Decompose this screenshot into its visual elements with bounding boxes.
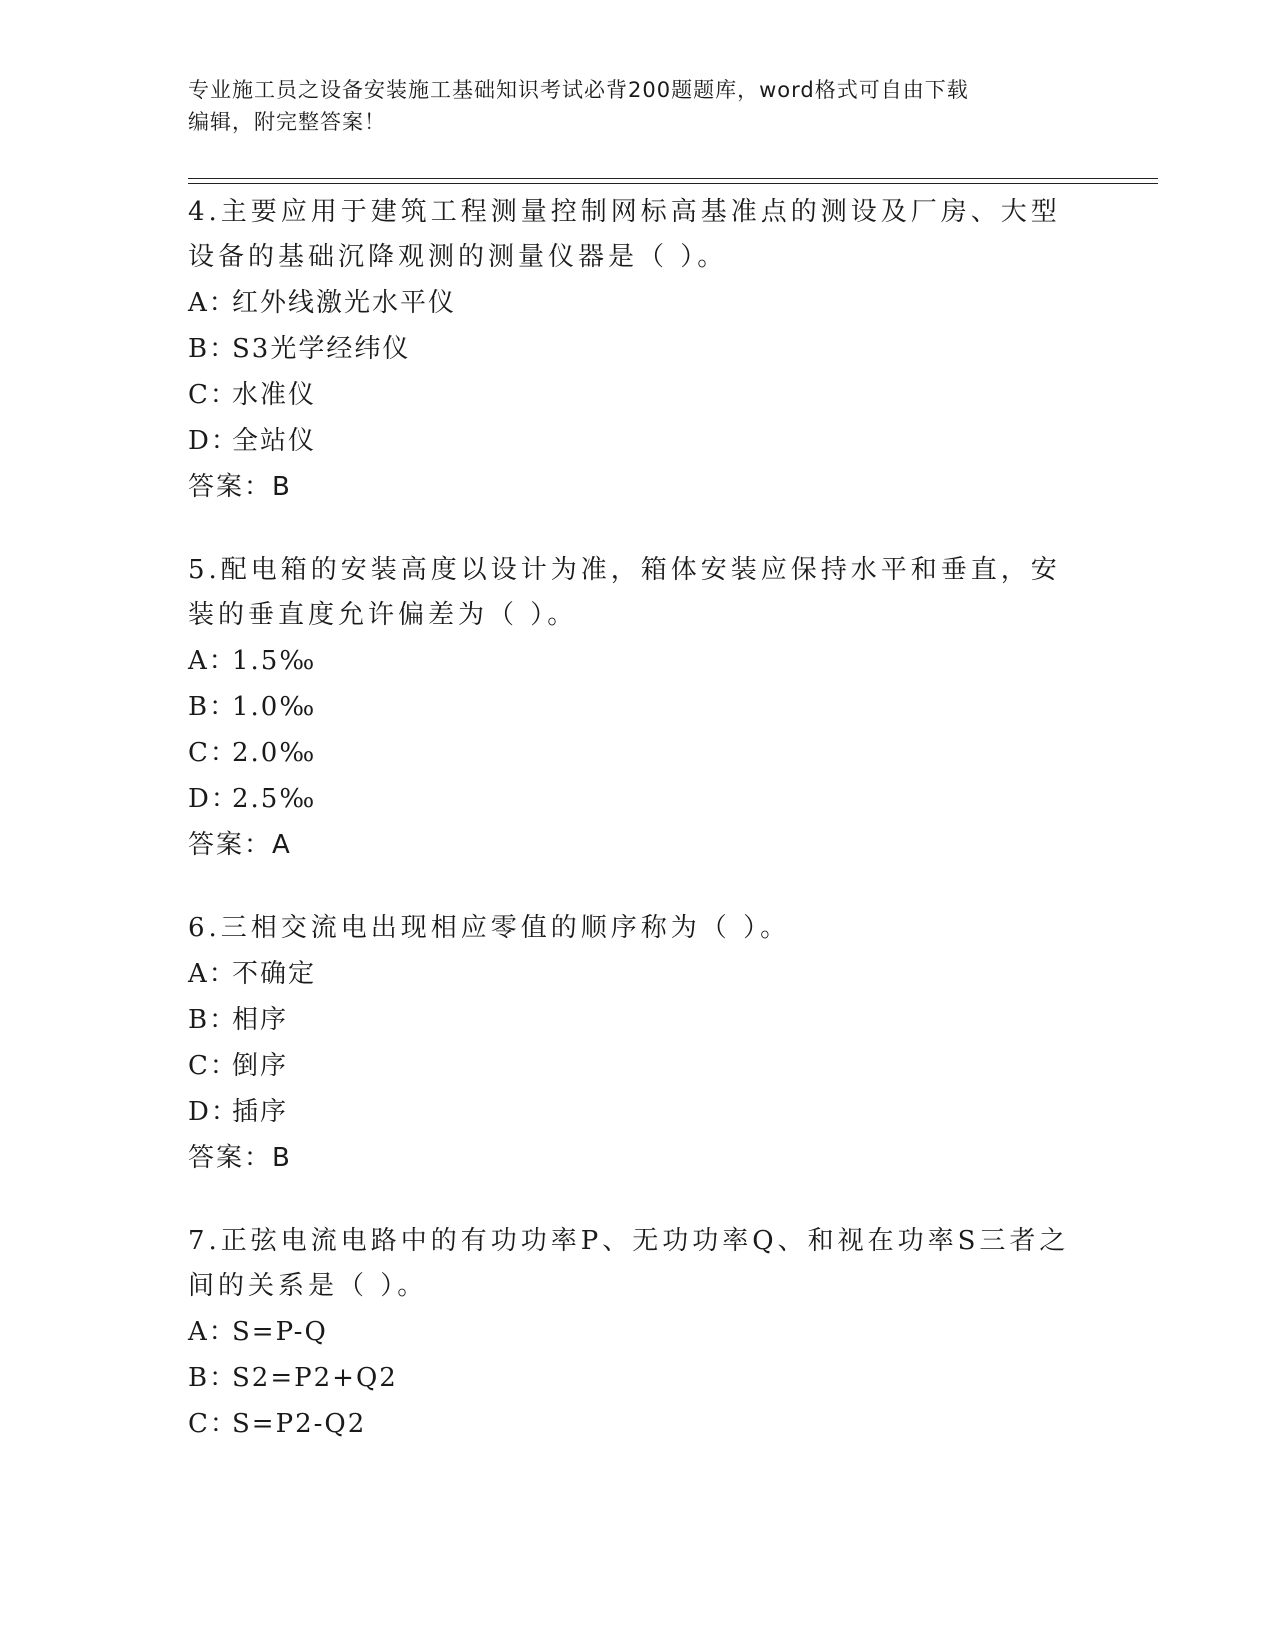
option-text: S=P2-Q2 (232, 1409, 367, 1439)
option-d (188, 1089, 1088, 1135)
question-stem: 7.正弦电流电路中的有功功率P、无功功率Q、和视在功率S三者之间的关系是（ ）。 (188, 1226, 1070, 1301)
option-letter: B： (188, 692, 238, 722)
question-list (188, 190, 1088, 1485)
option-b (188, 997, 1088, 1043)
option-letter: A： (188, 959, 237, 989)
question-stem: 5.配电箱的安装高度以设计为准，箱体安装应保持水平和垂直，安装的垂直度允许偏差为（ ）。 (188, 555, 1061, 630)
option-letter: A： (188, 1317, 237, 1347)
header-title-line-2: 编辑，附完整答案！ (188, 110, 386, 134)
option-b (188, 684, 1088, 730)
option-text: 2.0‰ (232, 738, 317, 768)
option-text: S=P-Q (232, 1317, 328, 1347)
question-item (188, 906, 1088, 1181)
option-b (188, 326, 1088, 372)
option-letter: C： (188, 1051, 238, 1081)
question-item (188, 1219, 1088, 1447)
option-text: 相序 (232, 1005, 289, 1035)
option-c (188, 730, 1088, 776)
option-letter: D： (188, 426, 239, 456)
option-letter: D： (188, 784, 239, 814)
option-text: 插序 (232, 1097, 289, 1127)
option-letter: C： (188, 380, 238, 410)
option-letter: C： (188, 738, 238, 768)
option-c (188, 1043, 1088, 1089)
option-b (188, 1355, 1088, 1401)
option-letter: B： (188, 1005, 238, 1035)
answer-line: 答案：B (188, 472, 292, 502)
option-text: 2.5‰ (232, 784, 317, 814)
option-letter: D： (188, 1097, 239, 1127)
option-a (188, 280, 1088, 326)
option-text: S3光学经纬仪 (232, 334, 411, 364)
option-text: 红外线激光水平仪 (232, 288, 457, 318)
option-letter: A： (188, 288, 237, 318)
option-text: 1.0‰ (232, 692, 317, 722)
option-letter: A： (188, 646, 237, 676)
option-d (188, 776, 1088, 822)
option-letter: B： (188, 334, 238, 364)
option-text: 1.5‰ (232, 646, 317, 676)
question-item (188, 548, 1088, 868)
option-text: 水准仪 (232, 380, 317, 410)
answer-line: 答案：B (188, 1143, 292, 1173)
option-text: 全站仪 (232, 426, 317, 456)
option-letter: B： (188, 1363, 238, 1393)
page-header (188, 74, 1088, 138)
question-stem: 4.主要应用于建筑工程测量控制网标高基准点的测设及厂房、大型设备的基础沉降观测的测量仪器是（ ）。 (188, 197, 1061, 272)
option-a (188, 1309, 1088, 1355)
header-title-line-1: 专业施工员之设备安装施工基础知识考试必背200题题库，word格式可自由下载 (188, 78, 969, 102)
option-c (188, 372, 1088, 418)
question-stem: 6.三相交流电出现相应零值的顺序称为（ ）。 (188, 913, 791, 943)
header-double-rule (188, 178, 1158, 184)
answer-line: 答案：A (188, 830, 292, 860)
option-a (188, 638, 1088, 684)
option-a (188, 951, 1088, 997)
option-d (188, 418, 1088, 464)
option-c (188, 1401, 1088, 1447)
option-text: 不确定 (232, 959, 317, 989)
option-text: 倒序 (232, 1051, 289, 1081)
question-item (188, 190, 1088, 510)
option-letter: C： (188, 1409, 238, 1439)
option-text: S2=P2+Q2 (232, 1363, 398, 1393)
